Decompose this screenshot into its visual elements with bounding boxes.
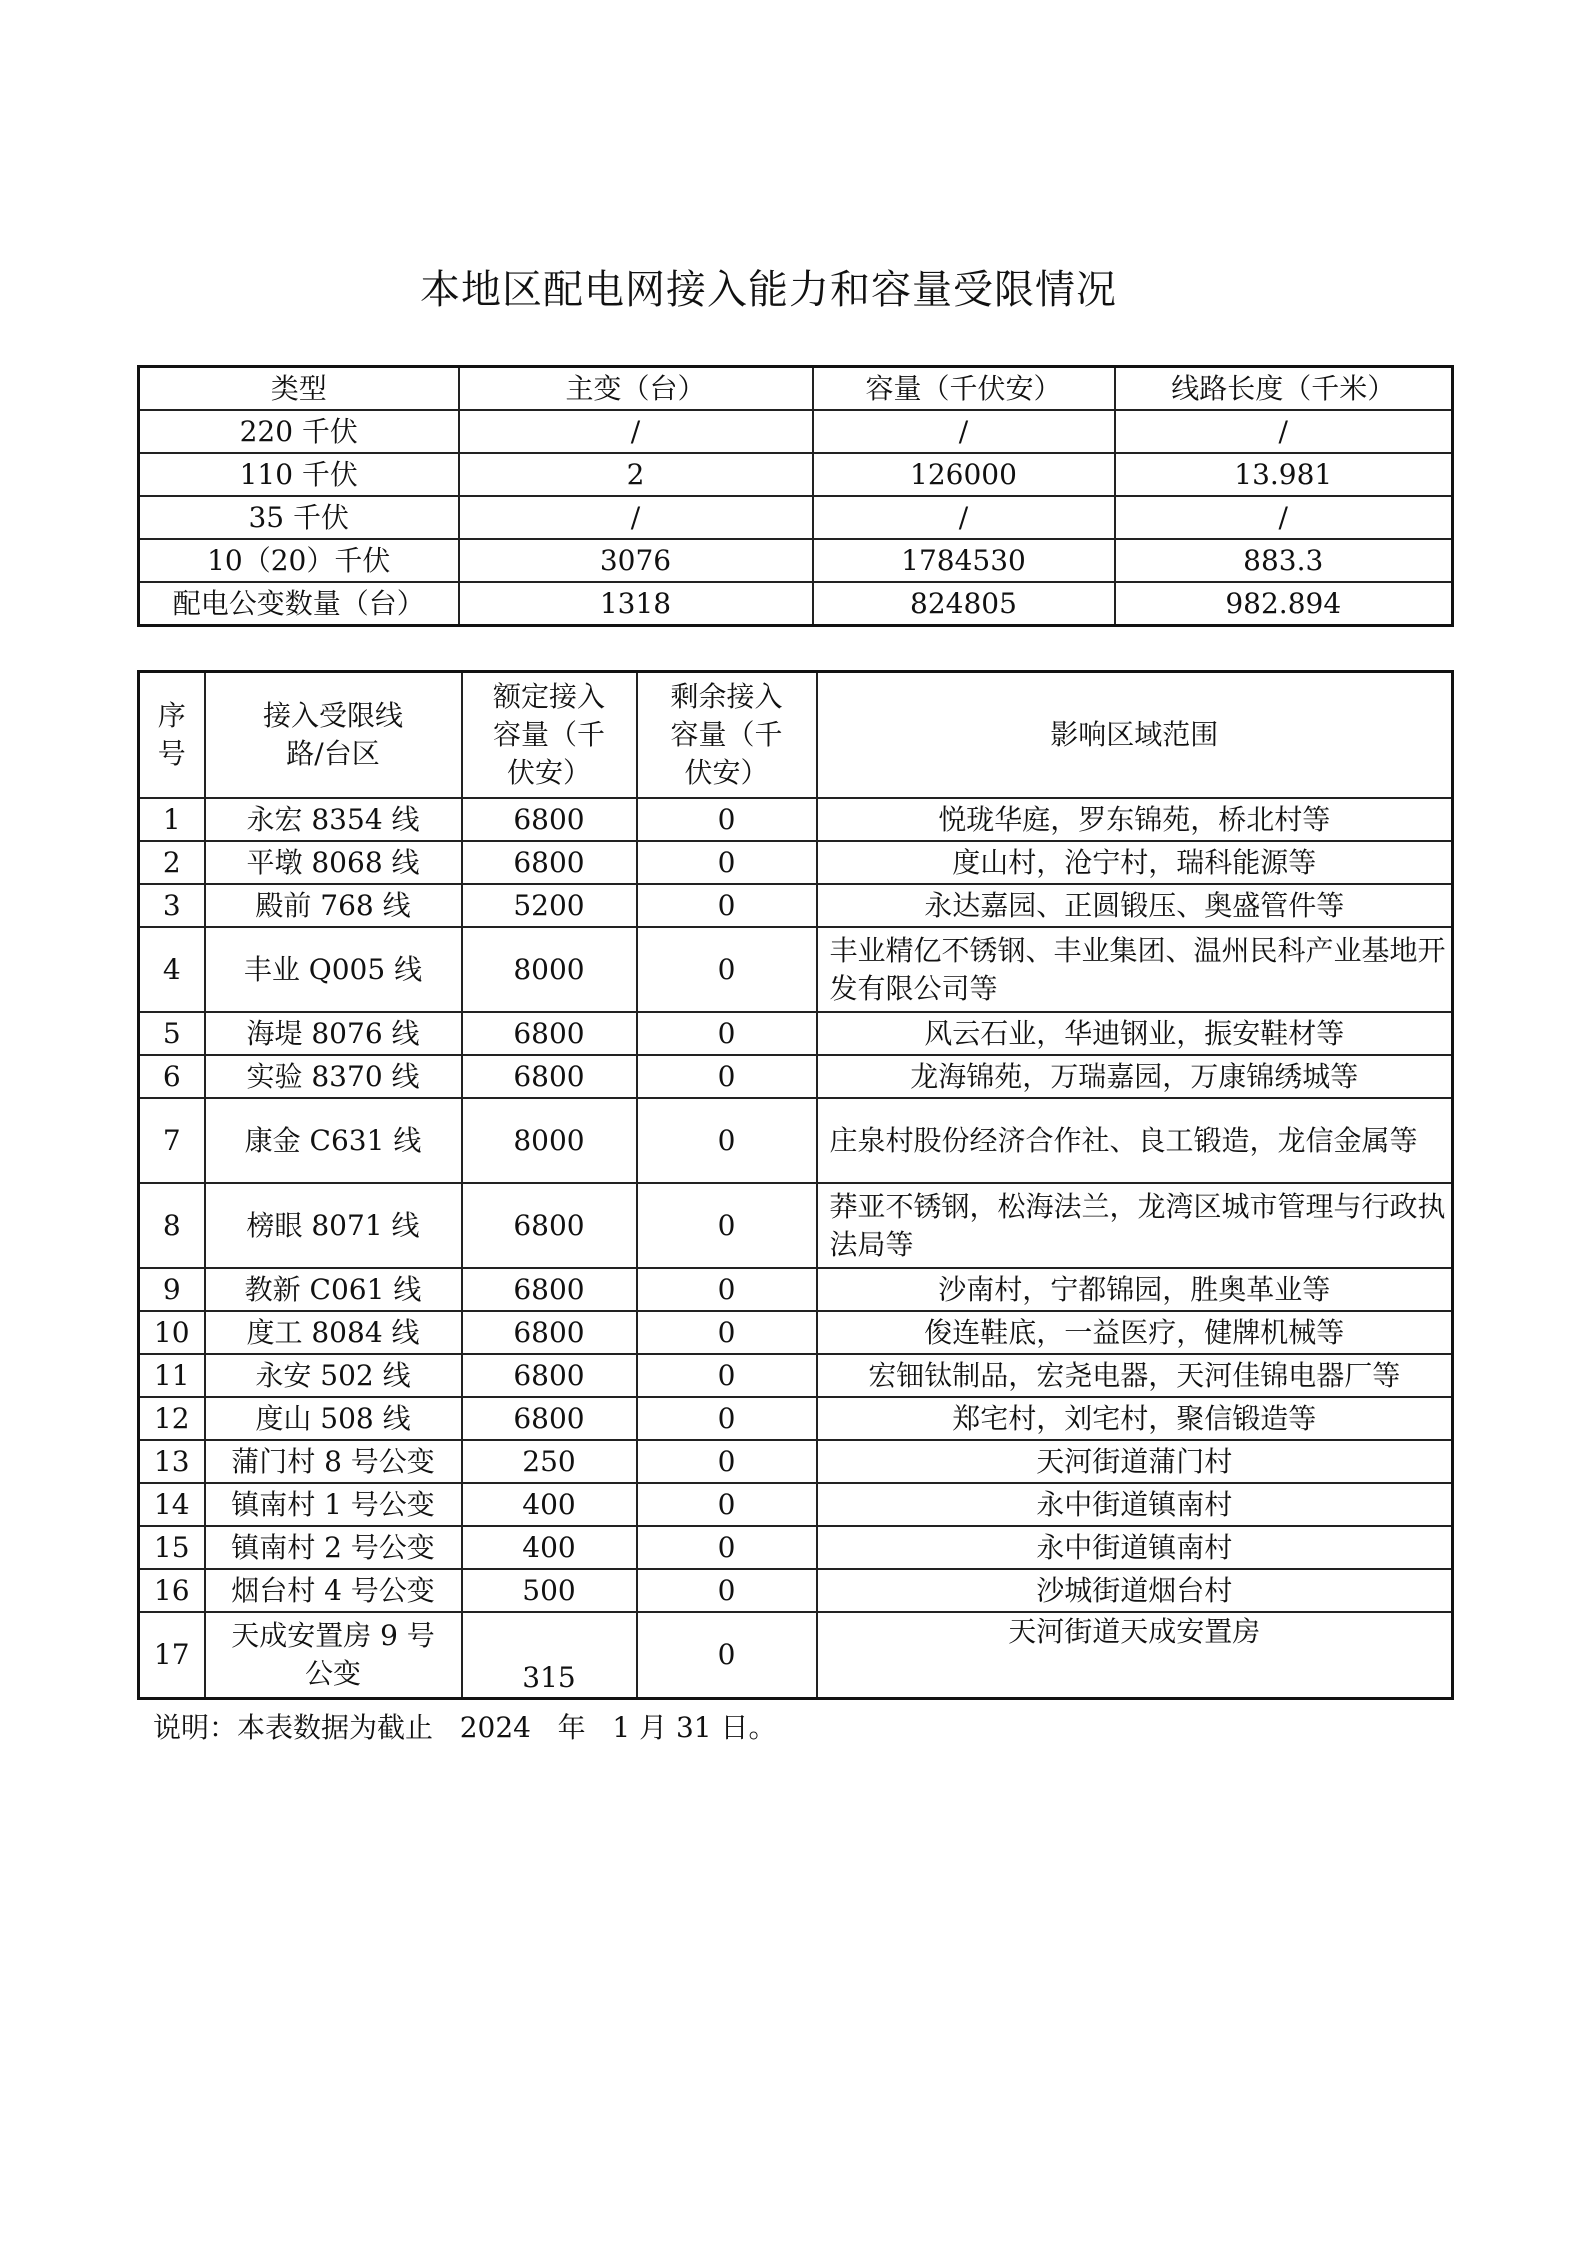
cell-line: 镇南村 1 号公变 <box>205 1483 462 1526</box>
table-row <box>139 1055 1453 1098</box>
cell-index: 3 <box>139 884 205 927</box>
cell-area: 悦珑华庭，罗东锦苑，桥北村等 <box>817 798 1453 841</box>
cell-remaining-capacity: 0 <box>637 1440 817 1483</box>
cell-remaining-capacity: 0 <box>637 1098 817 1183</box>
limit-header-row <box>139 672 1453 799</box>
cell-remaining-capacity: 0 <box>637 1012 817 1055</box>
cell-rated-capacity: 400 <box>462 1483 637 1526</box>
cell-line: 永宏 8354 线 <box>205 798 462 841</box>
cell-type: 35 千伏 <box>139 496 459 539</box>
cell-capacity: 126000 <box>813 453 1115 496</box>
cell-index: 5 <box>139 1012 205 1055</box>
cell-area: 莽亚不锈钢，松海法兰，龙湾区城市管理与行政执法局等 <box>817 1183 1453 1268</box>
col-header-type: 类型 <box>139 367 459 411</box>
cell-rated-capacity: 6800 <box>462 798 637 841</box>
cell-rated-capacity: 6800 <box>462 1183 637 1268</box>
cell-index: 15 <box>139 1526 205 1569</box>
cell-line: 平墩 8068 线 <box>205 841 462 884</box>
table-row <box>139 1098 1453 1183</box>
cell-index: 10 <box>139 1311 205 1354</box>
cell-rated-capacity: 6800 <box>462 1397 637 1440</box>
cell-area: 永中街道镇南村 <box>817 1483 1453 1526</box>
cell-rated-capacity: 6800 <box>462 1311 637 1354</box>
cell-area: 龙海锦苑，万瑞嘉园，万康锦绣城等 <box>817 1055 1453 1098</box>
table-row <box>139 1526 1453 1569</box>
cell-rated-capacity: 315 <box>462 1612 637 1699</box>
cell-index: 14 <box>139 1483 205 1526</box>
cell-capacity: / <box>813 410 1115 453</box>
cell-remaining-capacity: 0 <box>637 884 817 927</box>
summary-table <box>137 365 1454 627</box>
cell-line: 镇南村 2 号公变 <box>205 1526 462 1569</box>
cell-line: 天成安置房 9 号公变 <box>205 1612 462 1699</box>
table-row <box>139 1354 1453 1397</box>
cell-index: 8 <box>139 1183 205 1268</box>
cell-line: 度工 8084 线 <box>205 1311 462 1354</box>
cell-area: 度山村，沧宁村，瑞科能源等 <box>817 841 1453 884</box>
table-row <box>139 410 1453 453</box>
cell-index: 12 <box>139 1397 205 1440</box>
table-row <box>139 798 1453 841</box>
cell-remaining-capacity: 0 <box>637 1354 817 1397</box>
cell-index: 1 <box>139 798 205 841</box>
cell-line-length: 883.3 <box>1115 539 1453 582</box>
cell-area: 宏钿钛制品，宏尧电器，天河佳锦电器厂等 <box>817 1354 1453 1397</box>
cell-line: 康金 C631 线 <box>205 1098 462 1183</box>
cell-line: 海堤 8076 线 <box>205 1012 462 1055</box>
cell-index: 13 <box>139 1440 205 1483</box>
cell-transformers: 3076 <box>459 539 813 582</box>
cell-remaining-capacity: 0 <box>637 798 817 841</box>
cell-index: 2 <box>139 841 205 884</box>
footnote: 说明：本表数据为截止 2024 年 1 月 31 日。 <box>153 1711 777 1744</box>
cell-transformers: / <box>459 410 813 453</box>
cell-rated-capacity: 8000 <box>462 927 637 1012</box>
cell-rated-capacity: 5200 <box>462 884 637 927</box>
cell-rated-capacity: 6800 <box>462 1055 637 1098</box>
cell-line: 永安 502 线 <box>205 1354 462 1397</box>
table-row <box>139 1012 1453 1055</box>
cell-remaining-capacity: 0 <box>637 841 817 884</box>
cell-index: 17 <box>139 1612 205 1699</box>
cell-area: 天河街道天成安置房 <box>817 1612 1453 1699</box>
cell-line-length: 982.894 <box>1115 582 1453 626</box>
cell-remaining-capacity: 0 <box>637 1612 817 1699</box>
cell-remaining-capacity: 0 <box>637 927 817 1012</box>
cell-area: 丰业精亿不锈钢、丰业集团、温州民科产业基地开发有限公司等 <box>817 927 1453 1012</box>
cell-remaining-capacity: 0 <box>637 1268 817 1311</box>
page-title: 本地区配电网接入能力和容量受限情况 <box>420 267 1117 313</box>
cell-capacity: 1784530 <box>813 539 1115 582</box>
table-row <box>139 841 1453 884</box>
cell-remaining-capacity: 0 <box>637 1311 817 1354</box>
cell-index: 4 <box>139 927 205 1012</box>
cell-remaining-capacity: 0 <box>637 1526 817 1569</box>
table-row <box>139 453 1453 496</box>
col-header-area: 影响区域范围 <box>817 672 1453 799</box>
cell-type: 配电公变数量（台） <box>139 582 459 626</box>
cell-remaining-capacity: 0 <box>637 1569 817 1612</box>
cell-line: 度山 508 线 <box>205 1397 462 1440</box>
cell-type: 10（20）千伏 <box>139 539 459 582</box>
table-row <box>139 582 1453 626</box>
cell-line: 丰业 Q005 线 <box>205 927 462 1012</box>
cell-line: 实验 8370 线 <box>205 1055 462 1098</box>
col-header-line-length: 线路长度（千米） <box>1115 367 1453 411</box>
table-row <box>139 496 1453 539</box>
cell-transformers: 2 <box>459 453 813 496</box>
cell-type: 110 千伏 <box>139 453 459 496</box>
table-row <box>139 1311 1453 1354</box>
cell-area: 沙南村，宁都锦园，胜奥革业等 <box>817 1268 1453 1311</box>
cell-capacity: / <box>813 496 1115 539</box>
cell-area: 天河街道蒲门村 <box>817 1440 1453 1483</box>
col-header-rated-capacity: 额定接入容量（千伏安） <box>462 672 637 799</box>
cell-area: 郑宅村，刘宅村，聚信锻造等 <box>817 1397 1453 1440</box>
cell-line: 教新 C061 线 <box>205 1268 462 1311</box>
cell-rated-capacity: 500 <box>462 1569 637 1612</box>
cell-rated-capacity: 6800 <box>462 1268 637 1311</box>
table-row <box>139 1268 1453 1311</box>
cell-line-length: / <box>1115 410 1453 453</box>
table-row <box>139 539 1453 582</box>
cell-line: 殿前 768 线 <box>205 884 462 927</box>
cell-rated-capacity: 6800 <box>462 1354 637 1397</box>
table-row <box>139 1612 1453 1699</box>
cell-line-length: / <box>1115 496 1453 539</box>
cell-index: 7 <box>139 1098 205 1183</box>
table-row <box>139 1569 1453 1612</box>
cell-capacity: 824805 <box>813 582 1115 626</box>
col-header-remaining-capacity: 剩余接入容量（千伏安） <box>637 672 817 799</box>
cell-rated-capacity: 250 <box>462 1440 637 1483</box>
cell-index: 11 <box>139 1354 205 1397</box>
cell-rated-capacity: 6800 <box>462 1012 637 1055</box>
cell-line: 烟台村 4 号公变 <box>205 1569 462 1612</box>
cell-rated-capacity: 8000 <box>462 1098 637 1183</box>
cell-line: 蒲门村 8 号公变 <box>205 1440 462 1483</box>
table-row <box>139 1440 1453 1483</box>
cell-area: 永中街道镇南村 <box>817 1526 1453 1569</box>
cell-transformers: 1318 <box>459 582 813 626</box>
cell-remaining-capacity: 0 <box>637 1055 817 1098</box>
table-row <box>139 884 1453 927</box>
cell-area: 永达嘉园、正圆锻压、奥盛管件等 <box>817 884 1453 927</box>
cell-index: 9 <box>139 1268 205 1311</box>
cell-rated-capacity: 400 <box>462 1526 637 1569</box>
cell-index: 6 <box>139 1055 205 1098</box>
cell-index: 16 <box>139 1569 205 1612</box>
cell-area: 俊连鞋底，一益医疗，健牌机械等 <box>817 1311 1453 1354</box>
limit-table <box>137 670 1454 1700</box>
cell-type: 220 千伏 <box>139 410 459 453</box>
cell-remaining-capacity: 0 <box>637 1397 817 1440</box>
col-header-capacity: 容量（千伏安） <box>813 367 1115 411</box>
summary-header-row <box>139 367 1453 411</box>
cell-transformers: / <box>459 496 813 539</box>
col-header-line: 接入受限线路/台区 <box>205 672 462 799</box>
table-row <box>139 1483 1453 1526</box>
cell-line-length: 13.981 <box>1115 453 1453 496</box>
cell-rated-capacity: 6800 <box>462 841 637 884</box>
table-row <box>139 1183 1453 1268</box>
col-header-index: 序号 <box>139 672 205 799</box>
cell-line: 榜眼 8071 线 <box>205 1183 462 1268</box>
table-row <box>139 927 1453 1012</box>
cell-area: 庄泉村股份经济合作社、良工锻造，龙信金属等 <box>817 1098 1453 1183</box>
col-header-transformers: 主变（台） <box>459 367 813 411</box>
cell-remaining-capacity: 0 <box>637 1183 817 1268</box>
cell-area: 风云石业，华迪钢业，振安鞋材等 <box>817 1012 1453 1055</box>
cell-area: 沙城街道烟台村 <box>817 1569 1453 1612</box>
table-row <box>139 1397 1453 1440</box>
cell-remaining-capacity: 0 <box>637 1483 817 1526</box>
